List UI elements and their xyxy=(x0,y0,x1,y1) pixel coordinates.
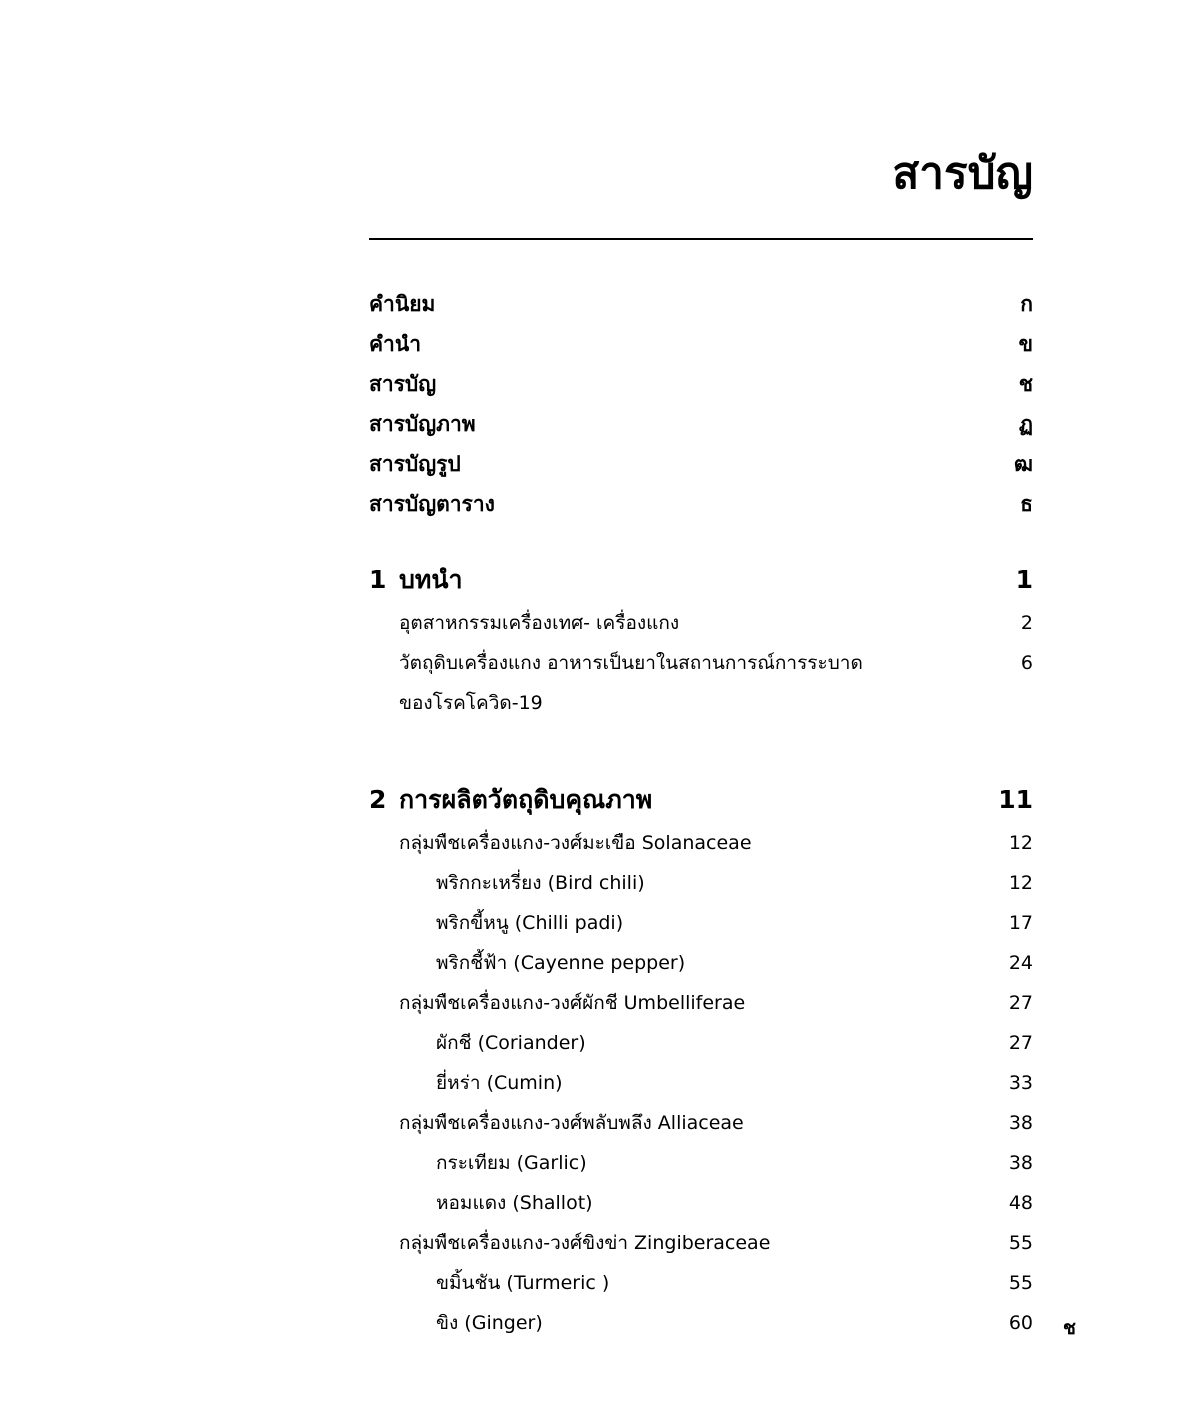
chapter-title xyxy=(369,557,462,603)
section-page: 6 xyxy=(1020,652,1033,674)
toc-entry-page: ฒ xyxy=(1014,452,1033,476)
title-rule xyxy=(369,238,1033,240)
subsection-page: 12 xyxy=(1008,872,1033,894)
toc-subsection-entry[interactable] xyxy=(369,1303,1033,1343)
table-of-contents xyxy=(369,284,1033,1343)
section-label-continuation: ของโรคโควิด-19 xyxy=(399,692,543,714)
page-folio: ช xyxy=(1063,1317,1076,1339)
chapter-page: 11 xyxy=(998,785,1033,814)
section-label: กลุ่มพืชเครื่องแกง-วงศ์พลับพลึง Alliaceae xyxy=(399,1112,744,1134)
toc-section-entry[interactable] xyxy=(369,1103,1033,1143)
toc-entry-page: ก xyxy=(1020,292,1033,316)
subsection-label: พริกขี้หนู (Chilli padi) xyxy=(436,912,624,934)
subsection-page: 60 xyxy=(1008,1312,1033,1334)
toc-entry-label: คำนำ xyxy=(369,332,421,356)
toc-subsection-entry[interactable] xyxy=(369,943,1033,983)
section-label: อุตสาหกรรมเครื่องเทศ- เครื่องแกง xyxy=(399,612,680,634)
section-label: กลุ่มพืชเครื่องแกง-วงศ์มะเขือ Solanaceae xyxy=(399,832,752,854)
front-matter-list xyxy=(369,284,1033,524)
subsection-label: ขิง (Ginger) xyxy=(436,1312,543,1334)
toc-entry-list-of-tables[interactable] xyxy=(369,484,1033,524)
toc-subsection-entry[interactable] xyxy=(369,1063,1033,1103)
section-page: 55 xyxy=(1008,1232,1033,1254)
subsection-label: พริกชี้ฟ้า (Cayenne pepper) xyxy=(436,952,686,974)
toc-subsection-entry[interactable] xyxy=(369,903,1033,943)
toc-section-entry[interactable] xyxy=(369,983,1033,1023)
subsection-page: 55 xyxy=(1008,1272,1033,1294)
toc-entry-label: คำนิยม xyxy=(369,292,436,316)
section-page: 2 xyxy=(1020,612,1033,634)
toc-entry-label: สารบัญ xyxy=(369,372,437,396)
chapter-page: 1 xyxy=(1015,565,1033,594)
page-title: สารบัญ xyxy=(892,148,1033,199)
chapter-heading-1[interactable] xyxy=(369,557,1033,603)
section-label: กลุ่มพืชเครื่องแกง-วงศ์ขิงข่า Zingiberaceae xyxy=(399,1232,771,1254)
subsection-label: ยี่หร่า (Cumin) xyxy=(436,1072,563,1094)
subsection-page: 38 xyxy=(1008,1152,1033,1174)
toc-subsection-entry[interactable] xyxy=(369,1023,1033,1063)
section-page: 38 xyxy=(1008,1112,1033,1134)
subsection-label: ขมิ้นชัน (Turmeric ) xyxy=(436,1272,610,1294)
toc-section-entry[interactable] xyxy=(369,643,1033,683)
subsection-label: ผักชี (Coriander) xyxy=(436,1032,586,1054)
toc-entry-label: สารบัญตาราง xyxy=(369,492,495,516)
toc-section-entry[interactable] xyxy=(369,603,1033,643)
toc-subsection-entry[interactable] xyxy=(369,863,1033,903)
toc-subsection-entry[interactable] xyxy=(369,1183,1033,1223)
subsection-page: 17 xyxy=(1008,912,1033,934)
toc-entry-list-of-illustrations[interactable] xyxy=(369,404,1033,444)
section-page: 12 xyxy=(1008,832,1033,854)
subsection-label: หอมแดง (Shallot) xyxy=(436,1192,593,1214)
section-label: กลุ่มพืชเครื่องแกง-วงศ์ผักชี Umbelliferae xyxy=(399,992,746,1014)
toc-subsection-entry[interactable] xyxy=(369,1263,1033,1303)
toc-entry-foreword[interactable] xyxy=(369,284,1033,324)
toc-entry-list-of-figures[interactable] xyxy=(369,444,1033,484)
chapter-number: 2 xyxy=(369,785,387,814)
toc-entry-page: ธ xyxy=(1020,492,1033,516)
section-label: วัตถุดิบเครื่องแกง อาหารเป็นยาในสถานการณ์การระบาด xyxy=(399,652,863,674)
chapter-heading-2[interactable] xyxy=(369,777,1033,823)
section-page: 27 xyxy=(1008,992,1033,1014)
toc-entry-preface[interactable] xyxy=(369,324,1033,364)
toc-section-entry[interactable] xyxy=(369,823,1033,863)
toc-entry-page: ฏ xyxy=(1018,412,1033,436)
toc-section-entry-continuation xyxy=(369,683,1033,723)
toc-subsection-entry[interactable] xyxy=(369,1143,1033,1183)
subsection-page: 33 xyxy=(1008,1072,1033,1094)
toc-entry-label: สารบัญภาพ xyxy=(369,412,476,436)
chapter-title-text: การผลิตวัตถุดิบคุณภาพ xyxy=(399,785,653,814)
toc-entry-page: ช xyxy=(1018,372,1033,396)
toc-entry-contents[interactable] xyxy=(369,364,1033,404)
toc-entry-page: ข xyxy=(1018,332,1033,356)
toc-entry-label: สารบัญรูป xyxy=(369,452,461,476)
toc-section-entry[interactable] xyxy=(369,1223,1033,1263)
subsection-page: 48 xyxy=(1008,1192,1033,1214)
subsection-page: 24 xyxy=(1008,952,1033,974)
subsection-label: กระเทียม (Garlic) xyxy=(436,1152,587,1174)
subsection-page: 27 xyxy=(1008,1032,1033,1054)
subsection-label: พริกกะเหรี่ยง (Bird chili) xyxy=(436,872,645,894)
chapter-title-text: บทนำ xyxy=(399,565,463,594)
chapter-number: 1 xyxy=(369,565,387,594)
chapter-title xyxy=(369,777,652,823)
